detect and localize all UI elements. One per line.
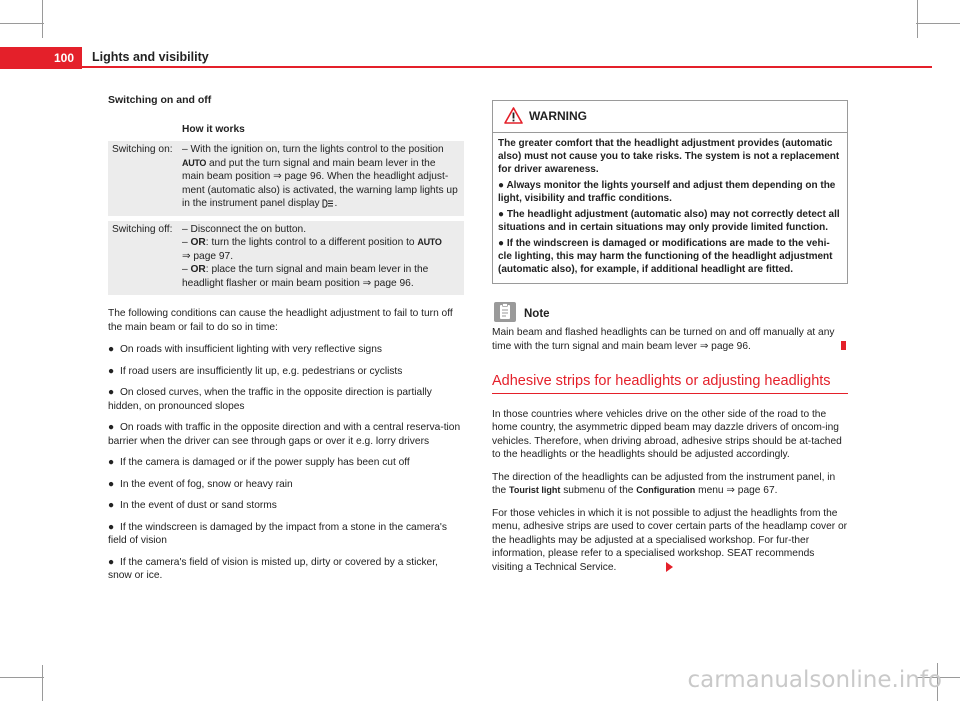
left-column xyxy=(108,94,464,591)
warning-intro: The greater comfort that the headlight adjustment provides (automatic also) must not cause you to take risks. The system is not a replacement for driver awareness. xyxy=(498,138,840,175)
page-number: 100 xyxy=(0,47,82,69)
crop-mark xyxy=(917,0,918,38)
list-item: ● If the windscreen is damaged or modifications are made to the vehi-cle lighting, this may harm the functioning of the headlight adjustment (automatic also), for example, if additional headlight are fitted. xyxy=(498,238,833,275)
menu-name: Configuration xyxy=(636,485,696,495)
right-column xyxy=(492,100,848,583)
menu-name: Tourist light xyxy=(509,485,561,495)
table-row xyxy=(108,218,464,295)
header-rule xyxy=(82,66,932,68)
section-rule xyxy=(492,393,848,394)
how-it-works-table xyxy=(108,121,464,296)
crop-mark xyxy=(916,23,960,24)
table-corner xyxy=(108,121,178,142)
auto-symbol: AUTO xyxy=(182,157,207,168)
list-item: ● If the camera is damaged or if the power supply has been cut off xyxy=(108,457,410,468)
table-row xyxy=(108,141,464,218)
running-title: Lights and visibility xyxy=(92,50,209,64)
crop-mark xyxy=(0,677,44,678)
section-title: Adhesive strips for headlights or adjusting headlights xyxy=(492,373,831,389)
warning-box xyxy=(492,100,848,284)
end-of-section-mark xyxy=(841,341,846,350)
warning-header xyxy=(493,101,847,133)
row-text: – With the ignition on, turn the lights control to the position AUTO and put the turn signal and main beam lever in the main beam position ⇒ page 96. When the headlight adjust-ment (automatic also) is activated, the warning lamp lights up in the instrument panel display . xyxy=(178,141,464,218)
list-item: ● On roads with traffic in the opposite direction and with a central reserva-tion barrier when the driver can see through gaps or over it e.g. lorry drivers xyxy=(108,422,461,447)
crop-mark xyxy=(0,23,44,24)
section-paragraph: In those countries where vehicles drive on the other side of the road to the home country, the asymmetric dipped beam may dazzle drivers of oncom-ing vehicles. Therefore, when driving abroad, adhesive strips should be at-tached to the headlights or the headlights should be adjusted accordingly. xyxy=(492,408,842,460)
headlight-adjust-icon xyxy=(322,199,334,208)
section-paragraph: For those vehicles in which it is not possible to adjust the headlights from the menu, adhesive strips are used to cover certain parts of the headlamp cover or the headlights may be adjusted at a specialised workshop. For fur-ther information, please refer to a specialised workshop. SEAT recommends visiting a Technical Service. xyxy=(492,507,848,573)
note-title: Note xyxy=(524,308,550,320)
note-clipboard-icon xyxy=(494,302,516,322)
list-item: ● If the camera's field of vision is misted up, dirty or covered by a sticker, snow or ice. xyxy=(108,556,438,581)
watermark: carmanualsonline.info xyxy=(687,667,942,693)
conditions-list xyxy=(108,343,464,583)
list-item: ● On closed curves, when the traffic in the opposite direction is partially hidden, on pronounced slopes xyxy=(108,387,432,412)
note-header xyxy=(492,302,848,326)
row-label: Switching off: xyxy=(108,218,178,295)
table-header: How it works xyxy=(182,123,245,135)
note-text: Main beam and flashed headlights can be turned on and off manually at any time with the turn signal and main beam lever ⇒ page 96. xyxy=(492,326,848,353)
warning-title: WARNING xyxy=(529,109,587,123)
section-paragraph: The direction of the headlights can be adjusted from the instrument panel, in the Tourist light submenu of the Configuration menu ⇒ page 67. xyxy=(492,471,836,496)
crop-mark xyxy=(42,665,43,701)
crop-mark xyxy=(42,0,43,38)
list-item: ● If the windscreen is damaged by the impact from a stone in the camera's field of vision xyxy=(108,521,447,546)
row-text: – Disconnect the on button. – OR: turn the lights control to a different position to AUTO ⇒ page 97. – OR: place the turn signal and main beam lever in the headlight flasher or main beam position ⇒ page 96. xyxy=(178,218,464,295)
list-item: ● If road users are insufficiently lit up, e.g. pedestrians or cyclists xyxy=(108,365,403,377)
list-item: ● Always monitor the lights yourself and adjust them depending on the light, visibility and traffic conditions. xyxy=(498,180,836,204)
intro-paragraph: The following conditions can cause the headlight adjustment to fail to turn off the main beam or fail to do so in time: xyxy=(108,308,453,333)
warning-body xyxy=(493,133,847,283)
list-item: ● On roads with insufficient lighting with very reflective signs xyxy=(108,344,382,355)
list-item: ● The headlight adjustment (automatic also) may not correctly detect all situations and in certain situations may only provide limited function. xyxy=(498,209,840,233)
list-item: ● In the event of fog, snow or heavy rain xyxy=(108,478,293,490)
subheading: Switching on and off xyxy=(108,94,212,106)
continued-arrow-icon xyxy=(666,562,673,572)
warning-triangle-icon xyxy=(504,107,523,124)
auto-symbol: AUTO xyxy=(417,237,442,247)
row-label: Switching on: xyxy=(108,141,178,218)
list-item: ● In the event of dust or sand storms xyxy=(108,500,277,511)
